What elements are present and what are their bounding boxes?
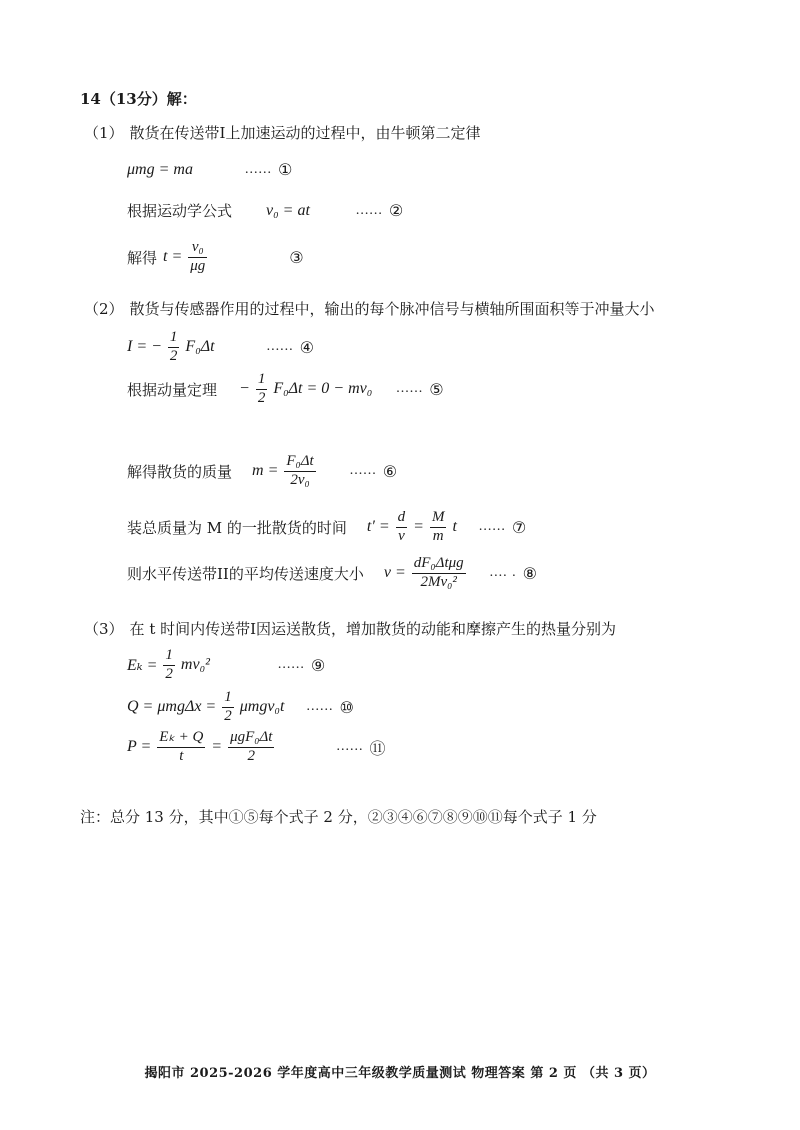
eq5-frac-denominator: 2	[257, 389, 266, 406]
eq7-rhs: t	[452, 518, 457, 536]
equation-4	[127, 330, 314, 365]
eq7-fraction-1	[396, 510, 408, 545]
eq3-frac-denominator: μg	[190, 257, 206, 274]
eq7-fraction-2	[430, 510, 447, 545]
eq9-frac-denominator: 2	[165, 665, 173, 682]
eq3-frac-numerator: v₀	[188, 240, 207, 258]
eq2-number: ②	[388, 201, 404, 220]
equation-8	[127, 556, 537, 591]
eq6-number: ⑥	[382, 461, 398, 481]
eq1-number: ①	[277, 160, 293, 179]
eq10-dots: ......	[306, 699, 334, 715]
eq4-rhs: F₀Δt	[185, 338, 215, 356]
eq8-lead: 则水平传送带II的平均传送速度大小	[127, 564, 364, 583]
eq6-frac-denominator: 2v₀	[290, 471, 310, 488]
eq1-dots: ......	[244, 161, 272, 177]
eq9-number: ⑨	[310, 655, 326, 675]
eq7-frac1-numerator: d	[396, 510, 408, 528]
eq10-frac-numerator: 1	[222, 690, 234, 708]
eq11-mid: =	[211, 738, 223, 756]
eq5-rhs: F₀Δt = 0 − mv₀	[273, 380, 373, 398]
eq4-frac-numerator: 1	[168, 330, 180, 348]
eq3-lead: 解得	[127, 248, 158, 267]
eq11-number: ⑪	[369, 738, 386, 758]
eq6-lead: 解得散货的质量	[127, 462, 233, 481]
eq4-number: ④	[299, 337, 314, 357]
eq8-fraction	[412, 556, 466, 591]
equation-11	[127, 730, 386, 765]
eq1-expr: μmg = ma	[127, 160, 193, 178]
eq7-dots: ......	[478, 519, 506, 535]
eq11-frac2-numerator: μgF₀Δt	[228, 730, 274, 748]
eq5-lead: 根据动量定理	[127, 380, 218, 399]
eq9-rhs: mv₀²	[180, 656, 210, 674]
equation-2	[127, 200, 403, 221]
eq9-dots: ......	[277, 657, 305, 673]
eq6-fraction	[284, 454, 315, 489]
eq10-frac-denominator: 2	[224, 707, 232, 724]
eq4-lhs: I = −	[127, 338, 162, 356]
part2-label: （2）	[84, 300, 124, 318]
part3-header	[84, 618, 616, 639]
page-footer: 揭阳市 2025-2026 学年度高中三年级教学质量测试 物理答案 第 2 页 （共 3 页）	[144, 1066, 656, 1081]
question-title: 14（13分）解：	[80, 90, 197, 108]
eq9-frac-numerator: 1	[163, 648, 175, 666]
eq11-frac2-denominator: 2	[247, 747, 256, 764]
eq11-lhs: P =	[127, 738, 152, 756]
eq4-fraction	[168, 330, 180, 365]
eq10-fraction	[222, 690, 234, 725]
eq7-lead: 装总质量为 M 的一批散货的时间	[127, 518, 347, 537]
eq7-frac2-numerator: M	[430, 510, 447, 528]
eq6-dots: ......	[349, 463, 377, 479]
eq6-lhs: m =	[252, 462, 279, 480]
part3-text: 在 t 时间内传送带I因运送散货，增加散货的动能和摩擦产生的热量分别为	[129, 620, 617, 638]
eq5-frac-numerator: 1	[256, 372, 268, 390]
equation-10	[127, 690, 354, 725]
equation-5	[127, 372, 444, 407]
eq10-lhs: Q = μmgΔx =	[127, 698, 217, 716]
eq7-frac1-denominator: v	[398, 527, 405, 544]
eq10-number: ⑩	[339, 697, 354, 717]
eq3-number: ③	[289, 247, 304, 267]
eq5-number: ⑤	[429, 379, 444, 399]
eq7-number: ⑦	[511, 517, 527, 537]
eq8-frac-numerator: dF₀Δtμg	[412, 556, 466, 574]
eq11-dots: ......	[336, 739, 364, 755]
eq2-dots: ......	[355, 202, 383, 218]
eq3-fraction	[188, 240, 207, 275]
eq11-frac1-denominator: t	[179, 747, 184, 764]
eq8-number: ⑧	[522, 563, 537, 583]
eq5-lhs: −	[239, 380, 250, 398]
equation-1	[127, 160, 292, 179]
equation-7	[127, 510, 526, 545]
part2-header	[84, 298, 655, 319]
eq2-lead: 根据运动学公式	[127, 202, 233, 220]
eq2-expr: v₀ = at	[266, 201, 310, 219]
part2-text: 散货与传感器作用的过程中，输出的每个脉冲信号与横轴所围面积等于冲量大小	[129, 300, 655, 318]
part1-text: 散货在传送带I上加速运动的过程中，由牛顿第二定律	[129, 124, 481, 142]
eq7-mid: =	[413, 518, 424, 536]
part1-label: （1）	[84, 124, 124, 142]
eq4-frac-denominator: 2	[169, 347, 178, 364]
eq9-lhs: Eₖ =	[127, 657, 158, 675]
eq8-frac-denominator: 2Mv₀²	[420, 573, 457, 590]
eq7-lhs: t′ =	[366, 518, 390, 536]
equation-6	[127, 454, 397, 489]
eq3-lhs: t =	[163, 248, 183, 266]
eq11-fraction-2	[228, 730, 274, 765]
part1-header	[84, 122, 480, 143]
scoring-note: 注：总分 13 分，其中①⑤每个式子 2 分，②③④⑥⑦⑧⑨⑩⑪每个式子 1 分	[80, 808, 597, 826]
eq11-fraction-1	[157, 730, 205, 765]
eq5-dots: ......	[396, 381, 424, 397]
eq10-rhs: μmgv₀t	[239, 698, 285, 716]
equation-3	[127, 240, 304, 275]
eq8-dots: .... .	[489, 565, 517, 581]
eq6-frac-numerator: F₀Δt	[284, 454, 315, 472]
eq11-frac1-numerator: Eₖ + Q	[157, 730, 205, 748]
eq4-dots: ......	[266, 339, 294, 355]
equation-9	[127, 648, 325, 683]
part3-label: （3）	[84, 620, 124, 638]
eq8-lhs: v =	[383, 564, 406, 582]
eq5-fraction	[256, 372, 268, 407]
eq7-frac2-denominator: m	[432, 527, 444, 544]
eq9-fraction	[163, 648, 175, 683]
